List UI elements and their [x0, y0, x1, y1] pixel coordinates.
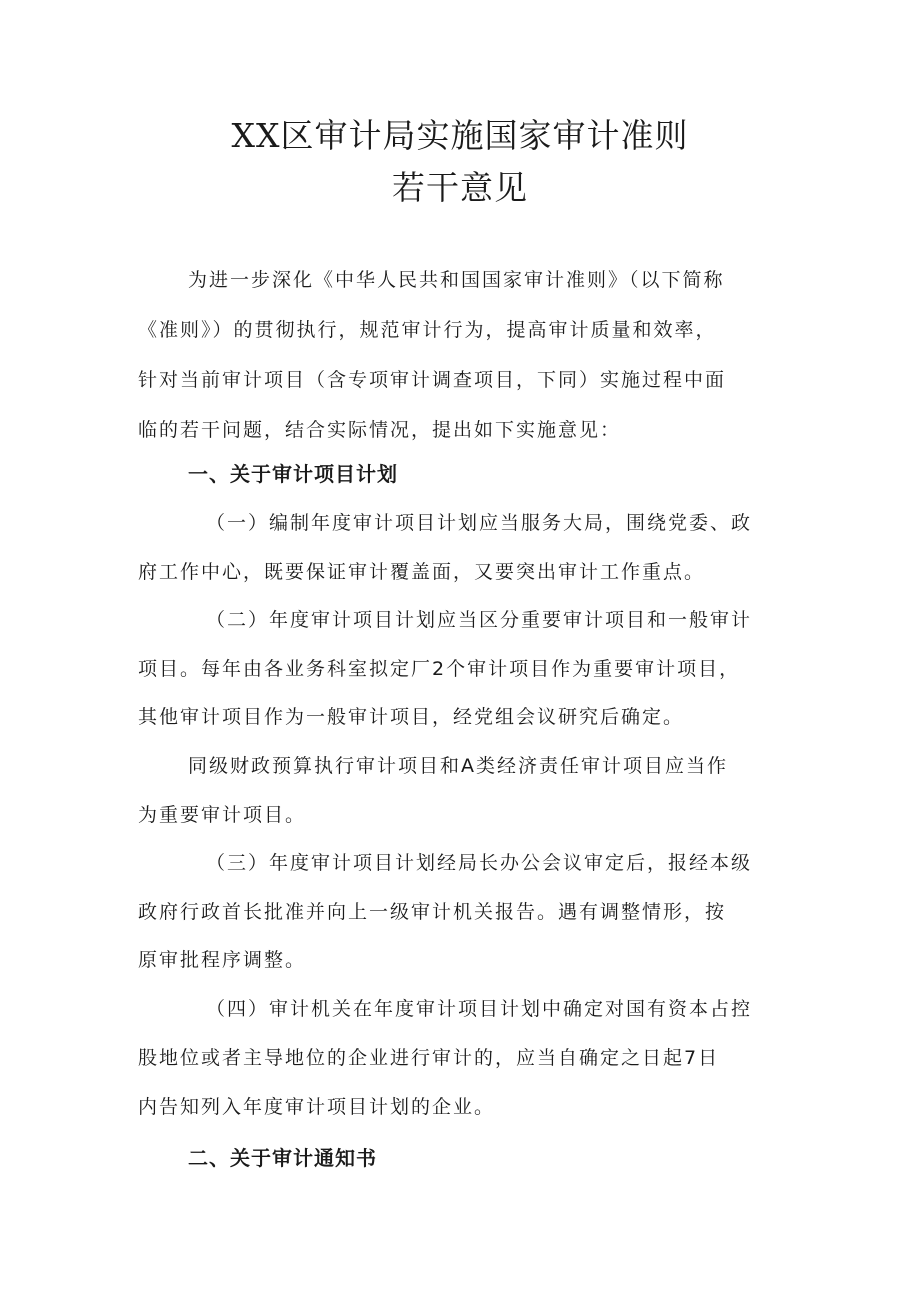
item-3-line-1: （三）年度审计项目计划经局长办公会议审定后，报经本级 — [206, 852, 753, 874]
section-2-heading: 二、关于审计通知书 — [188, 1146, 377, 1170]
item-4-line-2: 股地位或者主导地位的企业进行审计的，应当自确定之日起7日 — [138, 1047, 720, 1069]
section-1-heading: 一、关于审计项目计划 — [188, 462, 398, 486]
item-2-line-1: （二）年度审计项目计划应当区分重要审计项目和一般审计 — [206, 609, 753, 631]
intro-line-1: 为进一步深化《中华人民共和国国家审计准则》（以下简称 — [188, 269, 725, 291]
document-title-line1: XX区审计局实施国家审计准则 — [231, 116, 689, 155]
document-title-line2: 若干意见 — [392, 168, 528, 207]
item-2b-line-2: 为重要审计项目。 — [138, 804, 307, 826]
intro-line-4: 临的若干问题，结合实际情况，提出如下实施意见： — [138, 419, 622, 441]
item-3-line-3: 原审批程序调整。 — [138, 949, 307, 971]
item-2b-line-1: 同级财政预算执行审计项目和A类经济责任审计项目应当作 — [188, 755, 728, 777]
intro-line-3: 针对当前审计项目（含专项审计调查项目，下同）实施过程中面 — [138, 369, 727, 391]
item-2-line-2: 项目。每年由各业务科室拟定厂2个审计项目作为重要审计项目， — [138, 658, 741, 680]
item-2-line-3: 其他审计项目作为一般审计项目，经党组会议研究后确定。 — [138, 706, 685, 728]
intro-line-2: 《准则》）的贯彻执行，规范审计行为，提高审计质量和效率， — [138, 319, 717, 341]
item-1-line-1: （一）编制年度审计项目计划应当服务大局，围绕党委、政 — [206, 512, 753, 534]
item-3-line-2: 政府行政首长批准并向上一级审计机关报告。遇有调整情形，按 — [138, 901, 727, 923]
item-4-line-3: 内告知列入年度审计项目计划的企业。 — [138, 1096, 496, 1118]
item-4-line-1: （四）审计机关在年度审计项目计划中确定对国有资本占控 — [206, 998, 753, 1020]
item-1-line-2: 府工作中心，既要保证审计覆盖面，又要突出审计工作重点。 — [138, 561, 706, 583]
